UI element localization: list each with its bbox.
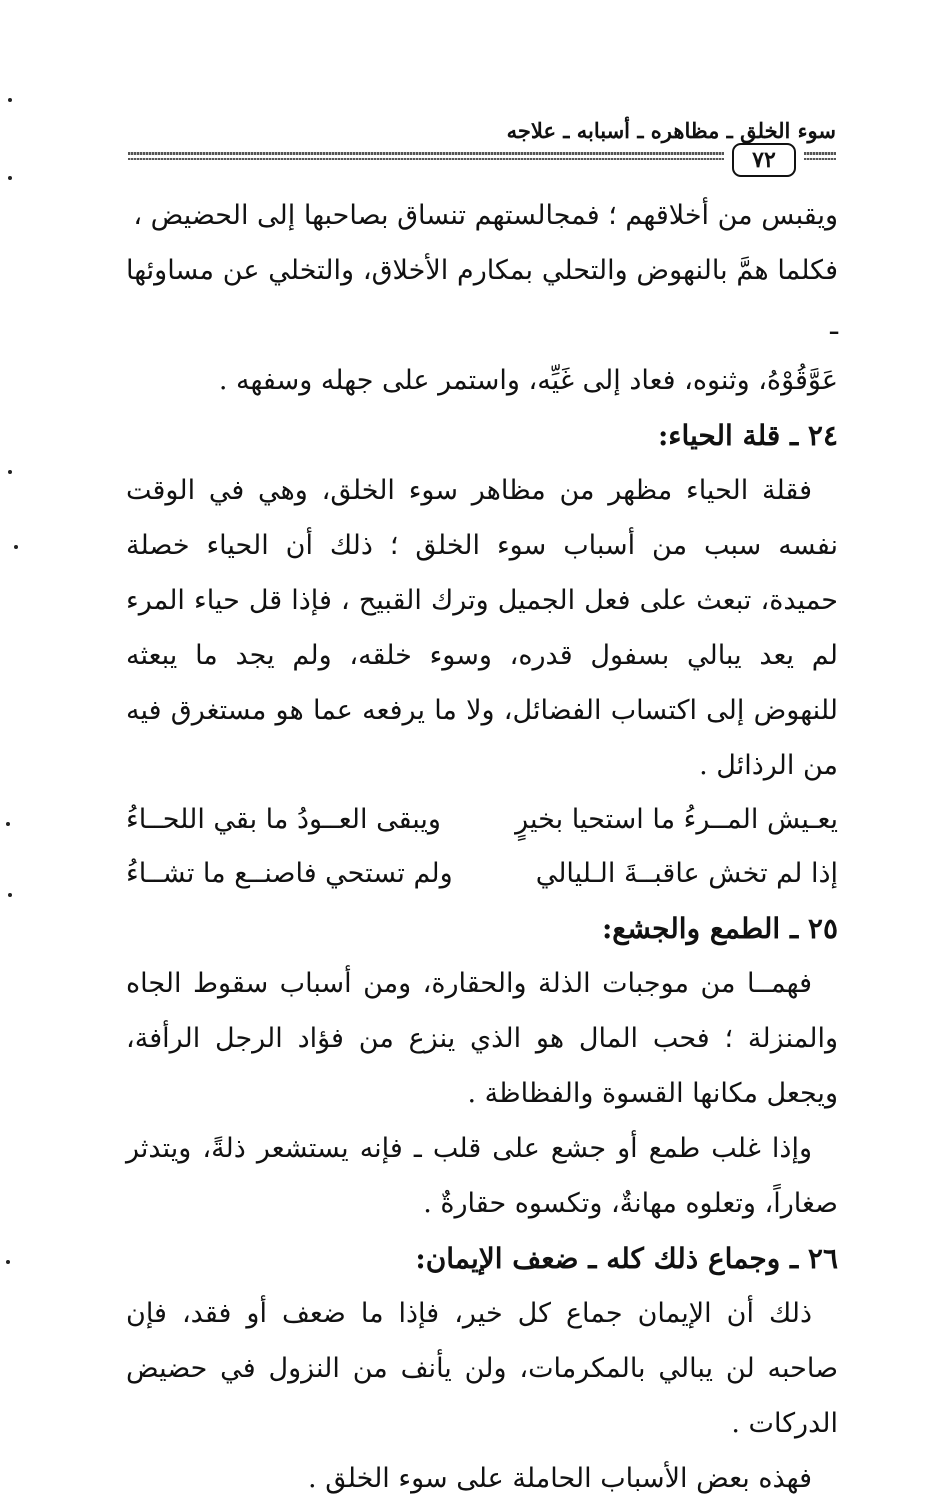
verse-first-hemistich: يعـيش المــرءُ ما استحيا بخيرٍ	[515, 804, 838, 835]
header-rule	[804, 152, 836, 155]
poem-verse	[126, 847, 838, 901]
scan-mark	[8, 176, 12, 180]
section-paragraph: فهذه بعض الأسباب الحاملة على سوء الخلق .	[308, 1463, 812, 1494]
poem	[126, 793, 838, 901]
section-heading: ٢٦ ـ وجماع ذلك كله ـ ضعف الإيمان:	[415, 1242, 838, 1275]
section-heading: ٢٥ ـ الطمع والجشع:	[601, 912, 838, 945]
scan-mark	[8, 470, 12, 474]
scan-mark	[6, 1260, 10, 1264]
scan-mark	[14, 545, 18, 549]
page-number-box: ٧٢	[732, 143, 796, 177]
section-paragraph: فقلة الحياء مظهر من مظاهر سوء الخلق، وهي في الوقت نفسه سبب من أسباب سوء الخلق ؛ ذلك أن الحياء خصلة حميدة، تبعث على فعل الجميل وترك القبيح ، فإذا قل حياء المرء لم يعد يبالي بسفول قدره، وسوء خلقه، ولم يجد ما يبعثه للنهوض إلى اكتساب الفضائل، ولا ما يرفعه عما هو مستغرق فيه من الرذائل .	[126, 475, 838, 781]
section-heading: ٢٤ ـ قلة الحياء:	[657, 419, 838, 452]
header-rule	[804, 158, 836, 160]
verse-second-hemistich: ويبقى العــودُ ما بقي اللحــاءُ	[126, 804, 441, 835]
page-header	[128, 118, 836, 188]
header-rule	[128, 152, 724, 155]
intro-line: ويقبس من أخلاقهم ؛ فمجالستهم تنساق بصاحبها إلى الحضيض ،	[133, 200, 838, 231]
verse-second-hemistich: ولم تستحي فاصنــع ما تشــاءُ	[126, 858, 453, 889]
running-title: سوء الخلق ـ مظاهره ـ أسبابه ـ علاجه	[506, 118, 836, 143]
section-paragraph: فهمــا من موجبات الذلة والحقارة، ومن أسباب سقوط الجاه والمنزلة ؛ فحب المال هو الذي ينزع من فؤاد الرجل الرأفة، ويجعل مكانها القسوة والفظاظة .	[126, 968, 838, 1109]
page-body	[126, 188, 838, 1506]
intro-line: فكلما همَّ بالنهوض والتحلي بمكارم الأخلاق، والتخلي عن مساوئها ـ	[126, 255, 838, 341]
scan-mark	[6, 822, 10, 826]
scan-mark	[8, 98, 12, 102]
section-paragraph: وإذا غلب طمع أو جشع على قلب ـ فإنه يستشعر ذلةً، ويتدثر صغاراً، وتعلوه مهانةٌ، وتكسوه حقارةٌ .	[126, 1133, 838, 1219]
poem-verse	[126, 793, 838, 847]
verse-first-hemistich: إذا لم تخش عاقبــةَ الـليالي	[535, 858, 838, 889]
header-rule	[128, 158, 724, 160]
section-paragraph: ذلك أن الإيمان جماع كل خير، فإذا ما ضعف أو فقد، فإن صاحبه لن يبالي بالمكرمات، ولن يأنف من النزول في حضيض الدركات .	[126, 1298, 838, 1439]
scan-mark	[8, 893, 12, 897]
intro-line: عَوَّقُوْهُ، وثنوه، فعاد إلى غَيِّه، واستمر على جهله وسفهه .	[218, 365, 838, 396]
